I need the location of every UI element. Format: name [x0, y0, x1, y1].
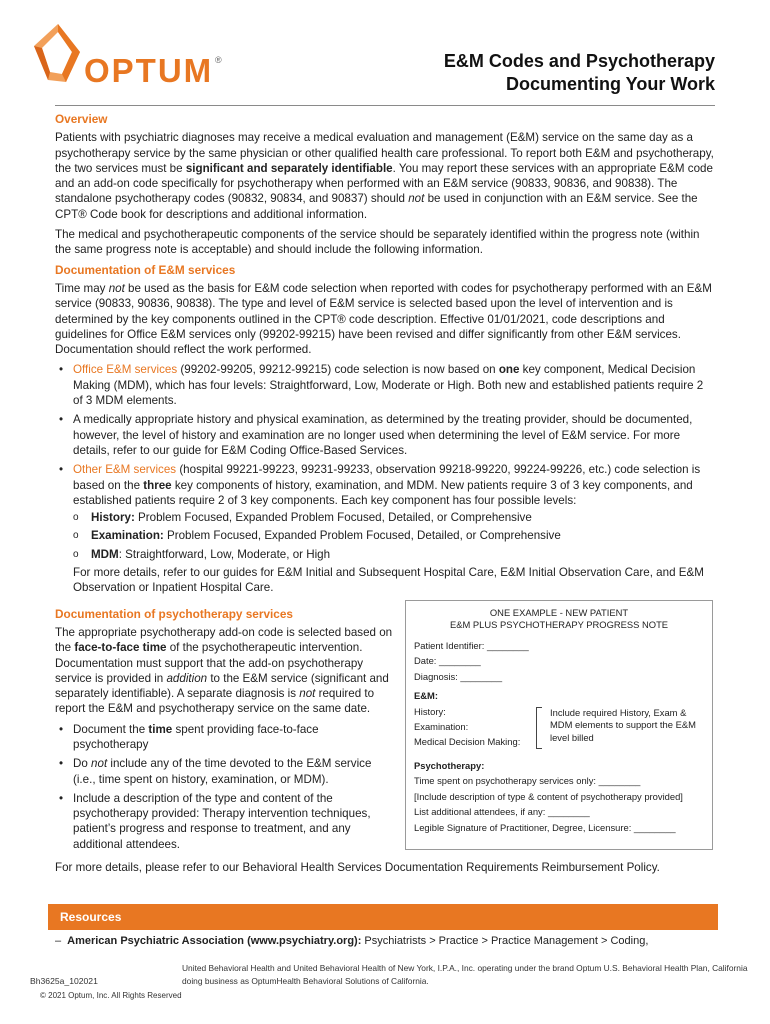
list-item: • Do not include any of the time devoted to the E&M service (i.e., time spent on history, examination, or MDM). — [55, 756, 395, 787]
brand-reg: ® — [215, 55, 222, 65]
note-date: Date: ________ — [414, 655, 481, 667]
em-doc-paragraph: Time may not be used as the basis for E&M code selection when reported with codes for psychotherapy performed with an E&M service (90833, 90836, 90838). The type and level of E&M service is selected based upon the level of intervention and is determined by the key components outlined in the CPT® code description. Effective 01/01/2021, code descriptions and guidelines for Office E&M services only (99202-99215) have been revised and differ significantly from other E&M services. Documentation should reflect the work performed. — [55, 281, 712, 357]
resource-item: – American Psychiatric Association (www.psychiatry.org): Psychiatrists > Practice > Practice Management > Coding, — [55, 935, 649, 947]
list-item: • Document the time spent providing face-to-face psychotherapy — [55, 722, 395, 753]
bracket-icon — [536, 707, 542, 749]
exam-label: Examination: — [414, 720, 469, 732]
history-label: History: — [414, 705, 446, 717]
mdm-label: Medical Decision Making: — [414, 735, 521, 747]
em-more-details: For more details, refer to our guides for E&M Initial and Subsequent Hospital Care, E&M Initial Observation Care, and E&M Observation or Inpatient Hospital Care. — [73, 566, 704, 595]
example-progress-note — [405, 600, 713, 850]
list-item: o History: Problem Focused, Expanded Problem Focused, Detailed, or Comprehensive — [73, 510, 715, 525]
psychotherapy-label: Psychotherapy: — [414, 759, 485, 771]
psychotherapy-section — [55, 600, 715, 860]
list-item: • Office E&M services (99202-99205, 99212-99215) code selection is now based on one key component, Medical Decision Making (MDM), which has four levels: Straightforward, Low, Moderate or High. Both new and established patients require 2 of 3 MDM elements. — [55, 362, 715, 408]
overview-paragraph-2: The medical and psychotherapeutic components of the service should be separately identified within the progress note (within the same progress note is acceptable) and should include the following information. — [55, 228, 700, 257]
em-doc-heading: Documentation of E&M services — [55, 262, 236, 277]
key-components-list — [73, 510, 715, 562]
list-item: o Examination: Problem Focused, Expanded Problem Focused, Detailed, or Comprehensive — [73, 528, 715, 543]
brand-name: OPTUM — [84, 52, 214, 89]
example-caption: ONE EXAMPLE - NEW PATIENT E&M PLUS PSYCHOTHERAPY PROGRESS NOTE — [449, 606, 669, 631]
psy-doc-paragraph: The appropriate psychotherapy add-on code is selected based on the face-to-face time of the psychotherapeutic intervention. Documentation must support that the add-on psychotherapy service is provided in addition to the E&M service (significant and separately identifiable). A separate diagnosis is not required to report the E&M and psychotherapy service on the same date. — [55, 625, 393, 716]
footer-disclaimer: United Behavioral Health and United Behavioral Health of New York, I.P.A., Inc. operating under the brand Optum U.S. Behavioral Health Plan, California doing business as OptumHealth Behavioral Solutions of California. — [182, 963, 748, 986]
footer-copyright: © 2021 Optum, Inc. All Rights Reserved — [40, 991, 182, 1000]
resources-heading: Resources — [48, 904, 718, 930]
em-label: E&M: — [414, 690, 438, 702]
overview-heading: Overview — [55, 112, 108, 126]
psy-doc-list — [55, 722, 395, 852]
note-diagnosis: Diagnosis: ________ — [414, 670, 503, 682]
signature: Legible Signature of Practitioner, Degree, Licensure: ________ — [414, 821, 676, 833]
patient-identifier: Patient Identifier: ________ — [414, 639, 529, 651]
footer-code: Bh3625a_102021 — [30, 976, 98, 986]
em-components — [414, 706, 704, 752]
list-item: • A medically appropriate history and physical examination, as determined by the treating provider, should be documented, however, the level of history and examination are no longer used when determining the level of E&M service. For more details, refer to our guide for E&M Coding Office-Based Services. — [55, 412, 715, 458]
time-spent: Time spent on psychotherapy services only: ________ — [414, 775, 641, 787]
additional-attendees: List additional attendees, if any: ________ — [414, 806, 590, 818]
psy-doc-heading: Documentation of psychotherapy services — [55, 606, 293, 621]
em-doc-list — [55, 362, 715, 595]
psy-description: [Include description of type & content of psychotherapy provided] — [414, 790, 683, 802]
page-title: E&M Codes and Psychotherapy Documenting Your Work — [443, 51, 715, 94]
bracket-note: Include required History, Exam & MDM elements to support the E&M level billed — [550, 706, 696, 743]
list-item: o MDM: Straightforward, Low, Moderate, or High — [73, 547, 715, 562]
main-content — [55, 112, 715, 880]
optum-logo — [28, 22, 228, 92]
psy-more-details: For more details, please refer to our Behavioral Health Services Documentation Requirements Reimbursement Policy. — [55, 860, 660, 874]
psychotherapy-text — [55, 607, 395, 856]
title-divider — [55, 105, 715, 106]
overview-paragraph: Patients with psychiatric diagnoses may receive a medical evaluation and management (E&M) service on the same day as a psychotherapy service by the same physician or other qualified health care professional. To report both E&M and psychotherapy, the two services must be significant and separately identifiable. You may report these services with an appropriate E&M code and an add-on code specifically for psychotherapy when performed with an E&M service (90833, 90836, and 90838). The standalone psychotherapy codes (90832, 90834, and 90837) should not be used in conjunction with an E&M service. See the CPT® Code book for descriptions and additional information. — [55, 131, 714, 221]
list-item: • Other E&M services (hospital 99221-99223, 99231-99233, observation 99218-99220, 99224-99226, etc.) code selection is based on the three key components of history, examination, and MDM. New patients require 3 of 3 key components, and established patients require 2 of 3 key components. Each key component has four possible levels: o History: Problem Focused, Expanded Problem Focused, Detailed, or Comprehensive o Examination: Problem Focused, Expanded Problem Focused, Detailed, or Comprehensive o MDM: Straightforward, Low, Moderate, or High For more details, refer to our guides for E&M Initial and Subsequent Hospital Care, E&M Initial Observation Care, and E&M Observation or Inpatient Hospital Care. — [55, 462, 715, 595]
list-item: • Include a description of the type and content of the psychotherapy provided: Therapy intervention techniques, patient’s progress and response to treatment, and any additional attendees. — [55, 791, 395, 852]
